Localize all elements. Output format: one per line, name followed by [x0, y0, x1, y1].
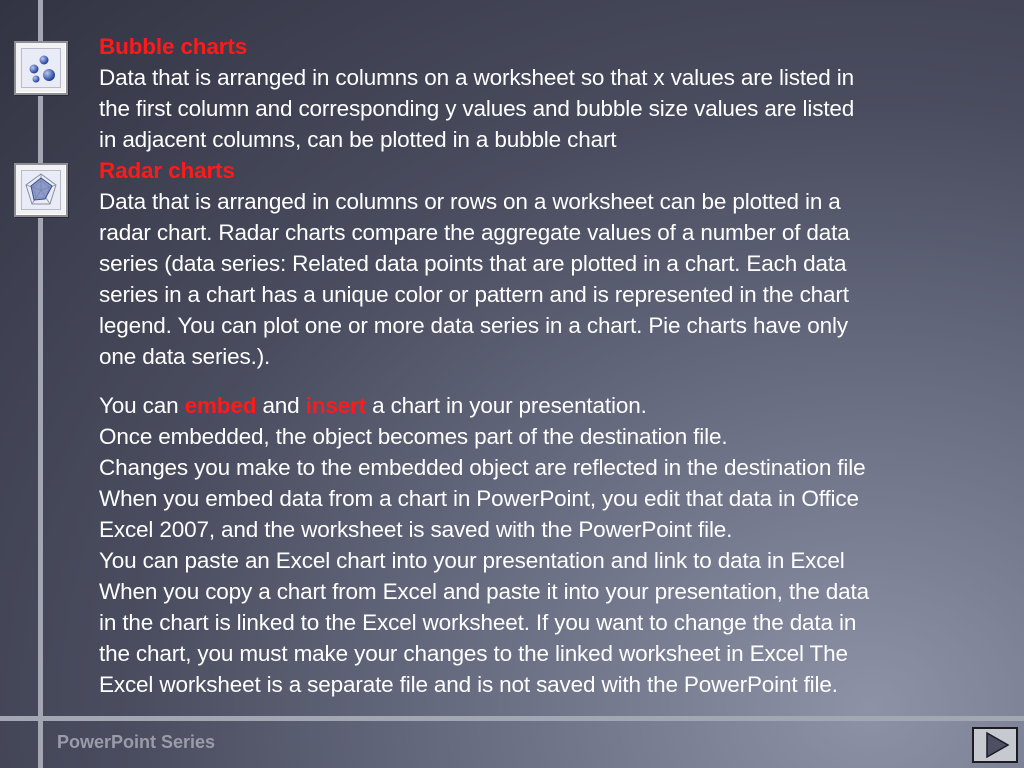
body-line: When you copy a chart from Excel and paste it into your presentation, the data — [99, 579, 869, 604]
vertical-divider — [38, 0, 43, 768]
slide-body — [99, 31, 1014, 700]
body-line: Excel 2007, and the worksheet is saved with the PowerPoint file. — [99, 517, 733, 542]
body-line: in adjacent columns, can be plotted in a bubble chart — [99, 127, 617, 152]
play-next-icon — [974, 729, 1016, 761]
body-line: Data that is arranged in columns or rows on a worksheet can be plotted in a — [99, 189, 841, 214]
body-line: Data that is arranged in columns on a worksheet so that x values are listed in — [99, 65, 854, 90]
radar-chart-icon — [22, 171, 60, 209]
next-slide-button[interactable] — [972, 727, 1018, 763]
body-line: You can paste an Excel chart into your presentation and link to data in Excel — [99, 548, 845, 573]
insert-keyword: insert — [305, 393, 367, 418]
bubble-chart-icon — [22, 49, 60, 87]
body-line: series in a chart has a unique color or pattern and is represented in the chart — [99, 282, 849, 307]
bubble-chart-thumbnail — [14, 41, 68, 95]
horizontal-divider — [0, 716, 1024, 721]
body-line: series (data series: Related data points that are plotted in a chart. Each data — [99, 251, 847, 276]
radar-chart-thumbnail — [14, 163, 68, 217]
body-line: one data series.). — [99, 344, 271, 369]
body-line: the chart, you must make your changes to the linked worksheet in Excel The — [99, 641, 848, 666]
radar-charts-heading: Radar charts — [99, 158, 235, 183]
body-line: legend. You can plot one or more data series in a chart. Pie charts have only — [99, 313, 848, 338]
body-line: radar chart. Radar charts compare the aggregate values of a number of data — [99, 220, 850, 245]
body-line: in the chart is linked to the Excel worksheet. If you want to change the data in — [99, 610, 857, 635]
footer-title: PowerPoint Series — [57, 732, 216, 752]
embed-insert-line: You can embed and insert a chart in your presentation. — [99, 393, 647, 418]
bubble-charts-heading: Bubble charts — [99, 34, 248, 59]
body-line: Excel worksheet is a separate file and is not saved with the PowerPoint file. — [99, 672, 838, 697]
body-line: Once embedded, the object becomes part of the destination file. — [99, 424, 728, 449]
body-line: When you embed data from a chart in PowerPoint, you edit that data in Office — [99, 486, 859, 511]
body-line: Changes you make to the embedded object are reflected in the destination file — [99, 455, 866, 480]
embed-keyword: embed — [184, 393, 257, 418]
body-line: the first column and corresponding y values and bubble size values are listed — [99, 96, 855, 121]
